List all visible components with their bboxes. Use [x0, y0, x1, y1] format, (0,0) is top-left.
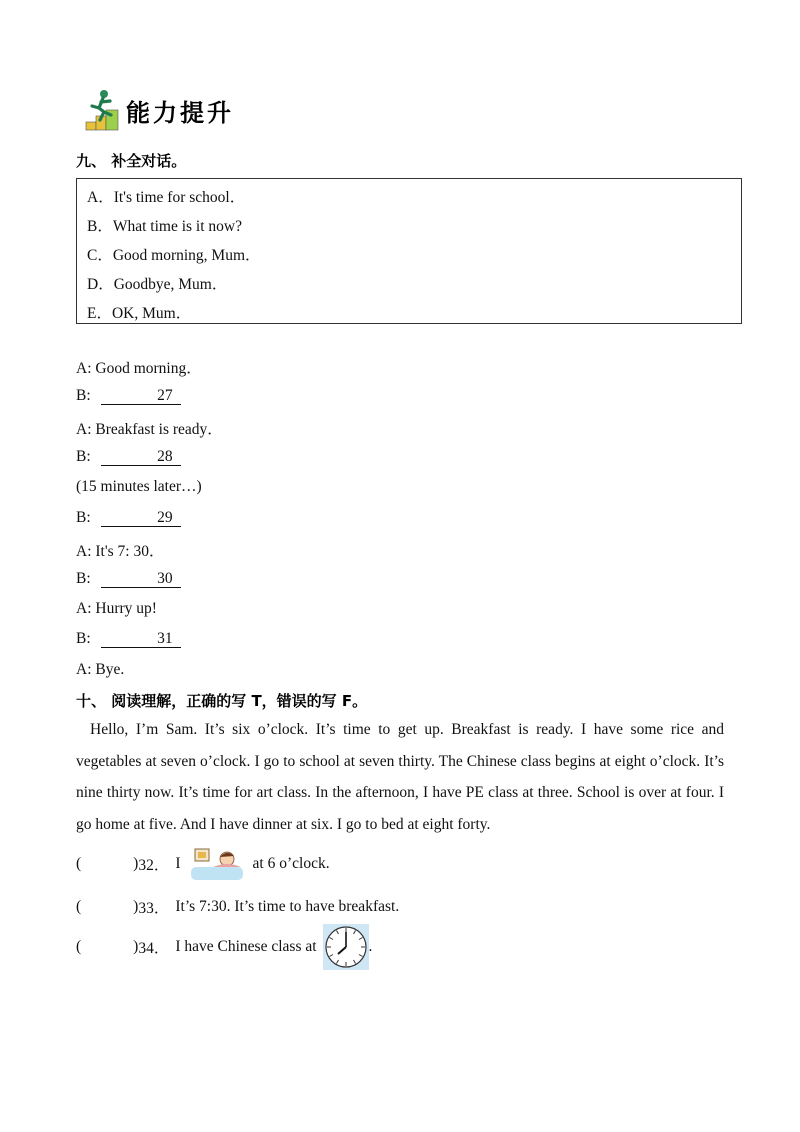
question-number: 33． [138, 900, 170, 917]
answer-paren-close: ) [133, 898, 139, 915]
option-e: E．OK, Mum． [87, 305, 192, 322]
answer-blank-30[interactable]: 30 [101, 571, 181, 588]
question-text-after: . [368, 938, 373, 955]
dialogue-line: B: 28 [76, 448, 181, 466]
answer-paren-open: ( [76, 855, 82, 872]
question-text: I [175, 855, 181, 872]
section-9-title: 九、 补全对话。 [76, 152, 187, 170]
question-34 [76, 924, 372, 970]
runner-stairs-icon [84, 88, 122, 132]
banner-title: 能力提升 [126, 98, 234, 127]
dialogue-line: (15 minutes later…) [76, 478, 202, 495]
question-text: I have Chinese class at [175, 938, 317, 955]
question-text: It’s 7:30. It’s time to have breakfast. [175, 898, 400, 915]
dialogue-line: A: Breakfast is ready． [76, 421, 223, 438]
dialogue-line: B: 27 [76, 387, 181, 405]
section-banner [84, 88, 234, 132]
option-a: A．It's time for school． [87, 189, 246, 206]
dialogue-line: A: It's 7: 30． [76, 543, 165, 560]
dialogue-line: B: 31 [76, 630, 181, 648]
option-c: C．Good morning, Mum． [87, 247, 261, 264]
answer-paren-open: ( [76, 938, 82, 955]
waking-up-in-bed-picture [191, 847, 243, 881]
question-text-after: at 6 o’clock. [252, 855, 330, 872]
dialogue-line: B: 29 [76, 509, 181, 527]
question-32 [76, 846, 330, 882]
question-number: 32． [138, 857, 170, 874]
option-b: B．What time is it now? [87, 218, 242, 235]
dialogue-line: A: Good morning． [76, 360, 202, 377]
answer-blank-31[interactable]: 31 [101, 631, 181, 648]
reading-passage: Hello, I’m Sam. It’s six o’clock. It’s time to get up. Breakfast is ready. I have some rice and vegetables at seven o’clock. I go to school at seven thirty. The Chinese class begins at eight o’clock. It’s nine thirty now. It’s time for art class. In the afternoon, I have PE class at three. School is over at four. I go home at five. And I have dinner at six. I go to bed at eight forty. [76, 721, 724, 833]
answer-paren-close: ) [133, 855, 139, 872]
option-d: D．Goodbye, Mum． [87, 276, 228, 293]
options-box [76, 178, 742, 324]
answer-blank-28[interactable]: 28 [101, 449, 181, 466]
answer-paren-close: ) [133, 938, 139, 955]
answer-blank-27[interactable]: 27 [101, 388, 181, 405]
dialogue-line: B: 30 [76, 570, 181, 588]
answer-blank-29[interactable]: 29 [101, 510, 181, 527]
dialogue-line: A: Bye. [76, 661, 125, 678]
section-10-title: 十、 阅读理解，正确的写 T，错误的写 F。 [76, 692, 368, 710]
dialogue-line: A: Hurry up! [76, 600, 157, 617]
question-number: 34． [138, 940, 170, 957]
clock-picture [323, 924, 369, 970]
question-33 [76, 896, 399, 918]
answer-paren-open: ( [76, 898, 82, 915]
